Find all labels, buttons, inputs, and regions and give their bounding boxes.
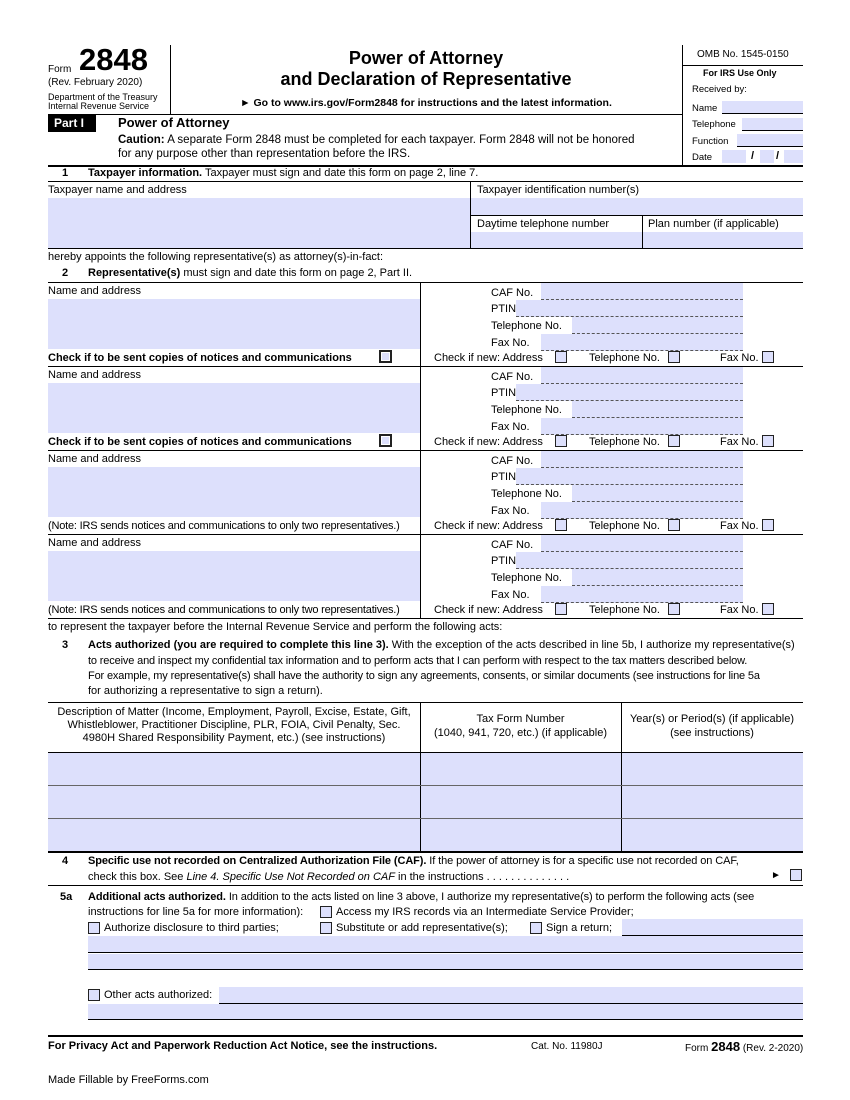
- caution-line1: Caution: A separate Form 2848 must be completed for each taxpayer. Form 2848 will not be honored: [118, 134, 635, 146]
- dept: Department of the Treasury: [48, 92, 158, 102]
- rep-name-label: Name and address: [48, 537, 141, 549]
- ptin-field[interactable]: [516, 468, 743, 485]
- plan-number-field[interactable]: [643, 232, 803, 248]
- rep-name-field[interactable]: [48, 383, 420, 433]
- other-acts-label: Other acts authorized:: [104, 989, 213, 1001]
- ptin-field[interactable]: [516, 300, 743, 317]
- acts-text-field-1[interactable]: [622, 919, 803, 936]
- irs-name-label: Name: [692, 103, 718, 114]
- ptin-field[interactable]: [516, 552, 743, 569]
- rep-bottom-text: Check if to be sent copies of notices and communications: [48, 352, 352, 364]
- telephone-label: Telephone No.: [491, 572, 562, 584]
- revision: (Rev. February 2020): [48, 77, 143, 88]
- omb-number: OMB No. 1545-0150: [697, 49, 789, 60]
- new-fax-label: Fax No.: [720, 352, 759, 364]
- telephone-label: Telephone No.: [491, 488, 562, 500]
- ptin-label: PTIN: [491, 471, 517, 483]
- rep-bottom-text: (Note: IRS sends notices and communications to only two representatives.): [48, 604, 400, 616]
- line5a-line2: instructions for line 5a for more information):: [88, 906, 304, 918]
- col-description-header: Description of Matter (Income, Employment, Payroll, Excise, Estate, Gift, Whistleblower, Practitioner Discipline, PLR, FOIA, Civil Penalty, Sec. 4980H Shared Responsibility Payment, etc.) (see instructions): [57, 706, 411, 744]
- privacy-notice: For Privacy Act and Paperwork Reduction Act Notice, see the instructions.: [48, 1040, 438, 1052]
- rep-bottom-text: Check if to be sent copies of notices and communications: [48, 436, 352, 448]
- check-new-label: Check if new: Address: [434, 604, 543, 616]
- new-telephone-label: Telephone No.: [589, 520, 660, 532]
- ptin-label: PTIN: [491, 303, 517, 315]
- rep-name-label: Name and address: [48, 369, 141, 381]
- col-years-header: Year(s) or Period(s) (if applicable) (see instructions): [629, 713, 795, 739]
- ptin-field[interactable]: [516, 384, 743, 401]
- caf-label: CAF No.: [491, 455, 534, 467]
- irs-telephone-label: Telephone: [692, 119, 736, 130]
- taxpayer-name-field[interactable]: [48, 198, 470, 248]
- rep-name-field[interactable]: [48, 467, 420, 517]
- new-telephone-label: Telephone No.: [589, 604, 660, 616]
- acts-text-field-2[interactable]: [88, 936, 803, 953]
- line1-number: 1: [62, 167, 69, 179]
- line5a-number: 5a: [60, 891, 73, 903]
- fax-field[interactable]: [541, 418, 743, 435]
- line4-number: 4: [62, 855, 69, 867]
- tax-form-number-field[interactable]: [421, 786, 621, 818]
- new-fax-checkbox[interactable]: [762, 603, 774, 615]
- caf-field[interactable]: [541, 451, 743, 468]
- irs-function-label: Function: [692, 136, 729, 147]
- fax-field[interactable]: [541, 334, 743, 351]
- new-address-checkbox[interactable]: [555, 351, 567, 363]
- caf-field[interactable]: [541, 283, 743, 300]
- tin-field[interactable]: [471, 198, 803, 215]
- matter-description-field[interactable]: [48, 819, 420, 851]
- date-slash: /: [751, 150, 755, 162]
- part-title: Power of Attorney: [118, 115, 230, 130]
- sign-return-checkbox[interactable]: [530, 922, 542, 934]
- title-line1: Power of Attorney: [348, 48, 504, 68]
- new-fax-label: Fax No.: [720, 436, 759, 448]
- tax-form-number-field[interactable]: [421, 819, 621, 851]
- arrow-icon: ►: [771, 870, 781, 881]
- other-acts-checkbox[interactable]: [88, 989, 100, 1001]
- line1-heading: Taxpayer information. Taxpayer must sign and date this form on page 2, line 7.: [88, 167, 479, 179]
- new-telephone-checkbox[interactable]: [668, 435, 680, 447]
- fax-label: Fax No.: [491, 421, 530, 433]
- irs-function-field[interactable]: [737, 134, 803, 147]
- form-label: Form: [48, 64, 72, 75]
- ptin-label: PTIN: [491, 387, 517, 399]
- taxpayer-name-label: Taxpayer name and address: [48, 184, 187, 196]
- rep-name-field[interactable]: [48, 551, 420, 601]
- new-telephone-label: Telephone No.: [589, 436, 660, 448]
- fax-label: Fax No.: [491, 337, 530, 349]
- acts-text-field-3[interactable]: [88, 954, 803, 970]
- other-acts-field-1[interactable]: [219, 987, 803, 1004]
- send-copies-checkbox[interactable]: [379, 350, 392, 363]
- irs: Internal Revenue Service: [48, 101, 150, 111]
- caf-label: CAF No.: [491, 539, 534, 551]
- caf-label: CAF No.: [491, 371, 534, 383]
- goto-instructions: ► Go to www.irs.gov/Form2848 for instructions and the latest information.: [240, 97, 612, 109]
- sign-return-label: Sign a return;: [546, 922, 613, 934]
- line3-line4: for authorizing a representative to sign a return).: [88, 685, 323, 697]
- isp-label: Access my IRS records via an Intermediate Service Provider;: [336, 906, 634, 918]
- line3-line2: to receive and inspect my confidential tax information and to perform acts that I can perform with respect to the tax matters described below.: [88, 655, 748, 667]
- irs-date-label: Date: [692, 152, 713, 163]
- telephone-label: Telephone No.: [491, 404, 562, 416]
- line4-line1: Specific use not recorded on Centralized Authorization File (CAF). If the power of attorney is for a specific use not recorded on CAF,: [88, 855, 739, 867]
- caf-field[interactable]: [541, 535, 743, 552]
- new-fax-checkbox[interactable]: [762, 519, 774, 531]
- fax-field[interactable]: [541, 586, 743, 603]
- isp-checkbox[interactable]: [320, 906, 332, 918]
- check-new-label: Check if new: Address: [434, 520, 543, 532]
- irs-date-month[interactable]: [722, 150, 746, 163]
- new-fax-checkbox[interactable]: [762, 435, 774, 447]
- irs-date-year[interactable]: [784, 150, 803, 163]
- telephone-field[interactable]: [572, 401, 743, 418]
- daytime-phone-field[interactable]: [471, 232, 642, 248]
- line4-line2: check this box. See Line 4. Specific Use Not Recorded on CAF in the instructions . . . . . . . . . . . . . .: [88, 871, 570, 883]
- line2-heading: Representative(s) must sign and date this form on page 2, Part II.: [88, 267, 413, 279]
- substitute-label: Substitute or add representative(s);: [336, 922, 508, 934]
- telephone-field[interactable]: [572, 569, 743, 586]
- part-badge: Part I: [48, 115, 96, 132]
- line2-number: 2: [62, 267, 69, 279]
- caf-field[interactable]: [541, 367, 743, 384]
- line5a-line1: Additional acts authorized. In addition to the acts listed on line 3 above, I authorize my representative(s) to perform the following acts (see: [88, 891, 755, 903]
- irs-date-day[interactable]: [760, 150, 774, 163]
- new-fax-label: Fax No.: [720, 520, 759, 532]
- substitute-checkbox[interactable]: [320, 922, 332, 934]
- irs-name-field[interactable]: [722, 101, 803, 114]
- years-periods-field[interactable]: [622, 753, 803, 785]
- telephone-label: Telephone No.: [491, 320, 562, 332]
- check-new-label: Check if new: Address: [434, 352, 543, 364]
- matter-description-field[interactable]: [48, 786, 420, 818]
- ptin-label: PTIN: [491, 555, 517, 567]
- plan-number-label: Plan number (if applicable): [648, 218, 779, 230]
- years-periods-field[interactable]: [622, 786, 803, 818]
- date-slash: /: [776, 150, 780, 162]
- col-taxform-header: Tax Form Number (1040, 941, 720, etc.) (if applicable): [433, 713, 608, 739]
- caution-line2: for any purpose other than representation before the IRS.: [118, 148, 411, 160]
- irs-use-only: For IRS Use Only: [703, 68, 777, 78]
- line3-number: 3: [62, 639, 69, 651]
- new-address-checkbox[interactable]: [555, 603, 567, 615]
- appoints-text: hereby appoints the following representative(s) as attorney(s)-in-fact:: [48, 251, 384, 263]
- rep-name-label: Name and address: [48, 453, 141, 465]
- disclosure-label: Authorize disclosure to third parties;: [104, 922, 279, 934]
- line3-line3: For example, my representative(s) shall have the authority to sign any agreements, consents, or similar documents (see instructions for line 5a: [88, 670, 760, 682]
- new-telephone-checkbox[interactable]: [668, 603, 680, 615]
- check-new-label: Check if new: Address: [434, 436, 543, 448]
- new-address-checkbox[interactable]: [555, 519, 567, 531]
- fax-field[interactable]: [541, 502, 743, 519]
- tin-label: Taxpayer identification number(s): [477, 184, 640, 196]
- specific-use-checkbox[interactable]: [790, 869, 802, 881]
- disclosure-checkbox[interactable]: [88, 922, 100, 934]
- form-number: 2848: [79, 42, 148, 77]
- new-fax-checkbox[interactable]: [762, 351, 774, 363]
- rep-name-field[interactable]: [48, 299, 420, 349]
- footer-form: Form 2848 (Rev. 2-2020): [685, 1039, 804, 1054]
- line3-line1: Acts authorized (you are required to complete this line 3). With the exception of the acts described in line 5b, I authorize my representative(s): [88, 639, 795, 651]
- new-telephone-label: Telephone No.: [589, 352, 660, 364]
- irs-telephone-field[interactable]: [742, 118, 803, 131]
- daytime-phone-label: Daytime telephone number: [477, 218, 610, 230]
- caf-label: CAF No.: [491, 287, 534, 299]
- telephone-field[interactable]: [572, 317, 743, 334]
- new-telephone-checkbox[interactable]: [668, 351, 680, 363]
- telephone-field[interactable]: [572, 485, 743, 502]
- matter-description-field[interactable]: [48, 753, 420, 785]
- new-fax-label: Fax No.: [720, 604, 759, 616]
- new-address-checkbox[interactable]: [555, 435, 567, 447]
- fax-label: Fax No.: [491, 505, 530, 517]
- represent-text: to represent the taxpayer before the Internal Revenue Service and perform the following acts:: [48, 621, 503, 633]
- years-periods-field[interactable]: [622, 819, 803, 851]
- title-line2: and Declaration of Representative: [280, 69, 572, 89]
- made-fillable: Made Fillable by FreeForms.com: [48, 1074, 209, 1086]
- tax-form-number-field[interactable]: [421, 753, 621, 785]
- catalog-number: Cat. No. 11980J: [531, 1041, 603, 1052]
- new-telephone-checkbox[interactable]: [668, 519, 680, 531]
- rep-bottom-text: (Note: IRS sends notices and communications to only two representatives.): [48, 520, 400, 532]
- received-by-label: Received by:: [692, 84, 747, 95]
- rep-name-label: Name and address: [48, 285, 141, 297]
- send-copies-checkbox[interactable]: [379, 434, 392, 447]
- other-acts-field-2[interactable]: [88, 1004, 803, 1020]
- fax-label: Fax No.: [491, 589, 530, 601]
